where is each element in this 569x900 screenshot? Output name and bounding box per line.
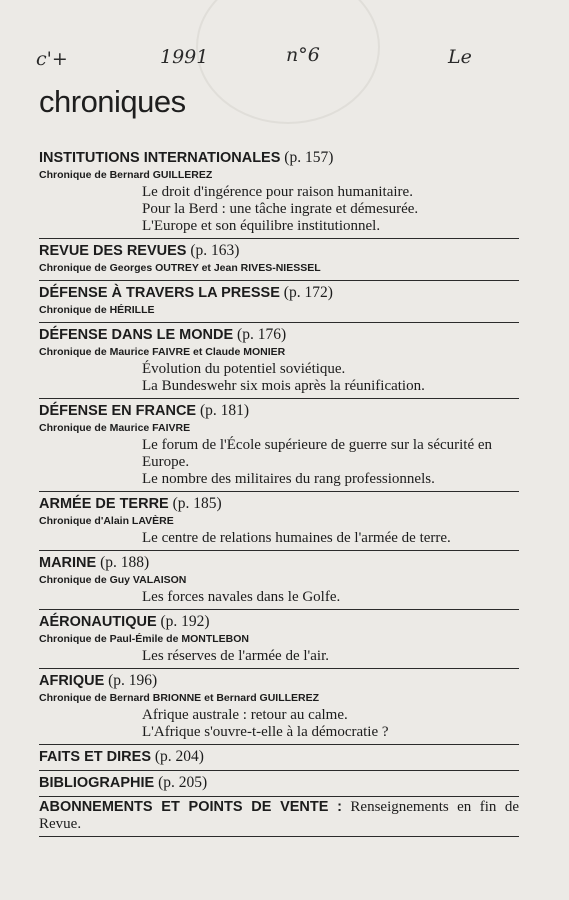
handwritten-year: 1991 — [160, 46, 209, 68]
handwritten-issue: n°6 — [286, 44, 320, 66]
article-list — [142, 648, 519, 665]
section-heading-row — [39, 612, 519, 632]
abonnements-line — [39, 799, 519, 833]
section-heading-row — [39, 671, 519, 691]
article-title: Pour la Berd : une tâche ingrate et démesurée. — [142, 201, 419, 217]
section-heading-row — [39, 401, 519, 421]
chronicle-author: Chronique de Guy VALAISON — [39, 574, 187, 586]
chronicle-author: Chronique de Bernard GUILLEREZ — [39, 169, 213, 181]
article-list — [142, 361, 519, 395]
section-page: (p. 188) — [100, 554, 150, 571]
chronicle-author: Chronique de Paul-Émile de MONTLEBON — [39, 633, 250, 645]
toc-section — [39, 399, 519, 492]
section-page: (p. 172) — [283, 284, 333, 301]
article-list — [142, 589, 519, 606]
section-title: BIBLIOGRAPHIE — [39, 775, 155, 791]
section-page: (p. 192) — [160, 613, 210, 630]
toc-section — [39, 669, 519, 745]
toc-section — [39, 745, 519, 771]
section-heading-row — [39, 325, 519, 345]
article-title: Afrique australe : retour au calme. — [142, 707, 348, 723]
table-of-contents — [39, 146, 519, 837]
handwritten-annotations — [0, 42, 569, 82]
toc-section-abonnements — [39, 797, 519, 837]
toc-section — [39, 239, 519, 281]
section-page: (p. 196) — [108, 672, 158, 689]
toc-section — [39, 146, 519, 239]
article-title: Les réserves de l'armée de l'air. — [142, 648, 329, 664]
chronicle-author: Chronique de Bernard BRIONNE et Bernard GUILLEREZ — [39, 692, 320, 704]
toc-section — [39, 281, 519, 323]
section-heading-row — [39, 241, 519, 261]
article-title: Le centre de relations humaines de l'armée de terre. — [142, 530, 451, 546]
article-list — [142, 707, 519, 741]
toc-section — [39, 551, 519, 610]
section-page: (p. 163) — [190, 242, 240, 259]
section-title: DÉFENSE À TRAVERS LA PRESSE — [39, 285, 280, 301]
chronicle-author: Chronique de Maurice FAIVRE — [39, 422, 191, 434]
toc-section — [39, 771, 519, 797]
chronicle-author: Chronique de Maurice FAIVRE et Claude MONIER — [39, 346, 286, 358]
chronicle-author: Chronique de Georges OUTREY et Jean RIVES-NIESSEL — [39, 262, 321, 274]
page-heading: chroniques — [39, 84, 186, 119]
section-heading-row — [39, 494, 519, 514]
section-title: AFRIQUE — [39, 673, 105, 689]
abonnements-title: ABONNEMENTS ET POINTS DE VENTE : — [39, 799, 342, 815]
article-list — [142, 184, 519, 235]
section-page: (p. 205) — [158, 774, 208, 791]
section-heading-row — [39, 283, 519, 303]
article-title: Évolution du potentiel soviétique. — [142, 361, 346, 377]
section-title: REVUE DES REVUES — [39, 243, 187, 259]
section-title: DÉFENSE EN FRANCE — [39, 403, 197, 419]
section-page: (p. 176) — [237, 326, 287, 343]
article-title: Le nombre des militaires du rang professionnels. — [142, 471, 435, 487]
section-title: FAITS ET DIRES — [39, 749, 151, 765]
toc-section — [39, 323, 519, 399]
article-title: Le droit d'ingérence pour raison humanitaire. — [142, 184, 413, 200]
section-heading-row — [39, 553, 519, 573]
article-title: Le forum de l'École supérieure de guerre sur la sécurité en Europe. — [142, 437, 493, 470]
section-title: DÉFENSE DANS LE MONDE — [39, 327, 234, 343]
toc-section — [39, 492, 519, 551]
toc-section — [39, 610, 519, 669]
handwritten-note: c'+ — [36, 48, 68, 70]
section-page: (p. 157) — [284, 149, 334, 166]
article-list — [142, 530, 519, 547]
section-page: (p. 181) — [199, 402, 250, 419]
section-page: (p. 204) — [154, 748, 204, 765]
section-heading-row — [39, 148, 519, 168]
section-heading-row — [39, 747, 519, 767]
chronicle-author: Chronique de HÉRILLE — [39, 304, 155, 316]
abonnements-text: Renseignements en fin de Revue. — [39, 799, 519, 832]
section-title: AÉRONAUTIQUE — [39, 614, 157, 630]
section-heading-row — [39, 773, 519, 793]
section-title: INSTITUTIONS INTERNATIONALES — [39, 150, 281, 166]
article-list — [142, 437, 519, 488]
chronicle-author: Chronique d'Alain LAVÈRE — [39, 515, 174, 527]
article-title: L'Europe et son équilibre institutionnel. — [142, 218, 381, 234]
article-title: La Bundeswehr six mois après la réunification. — [142, 378, 425, 394]
article-title: Les forces navales dans le Golfe. — [142, 589, 341, 605]
section-page: (p. 185) — [172, 495, 222, 512]
handwritten-note: Le — [448, 46, 472, 68]
article-title: L'Afrique s'ouvre-t-elle à la démocratie ? — [142, 724, 389, 740]
section-title: ARMÉE DE TERRE — [39, 496, 169, 512]
section-title: MARINE — [39, 555, 97, 571]
